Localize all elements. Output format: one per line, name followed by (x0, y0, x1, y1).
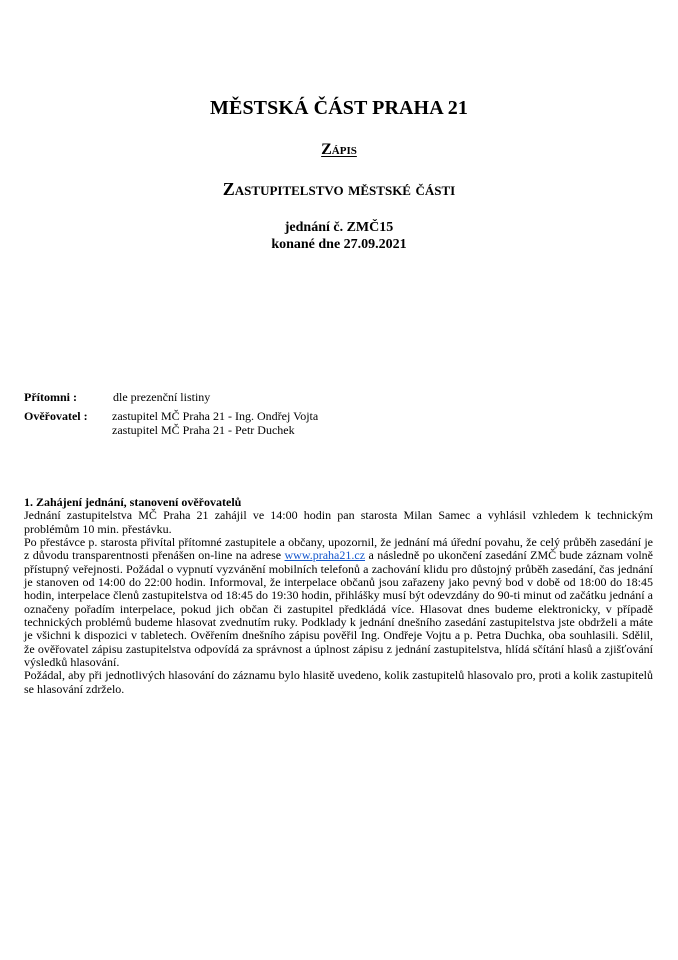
verifier-item: zastupitel MČ Praha 21 - Petr Duchek (112, 423, 295, 437)
paragraph-voting-request: Požádal, aby při jednotlivých hlasování do záznamu bylo hlasitě uvedeno, kolik zastupitelů hlasovalo pro, proti a kolik zastupitelů se hlasování zdrželo. (24, 668, 653, 696)
meeting-number: jednání č. ZMČ15 (284, 220, 394, 235)
section-opening (24, 496, 653, 696)
section-title: 1. Zahájení jednání, stanovení ověřovatelů (24, 495, 242, 509)
verifiers-label: Ověřovatel : (24, 409, 88, 423)
paragraph-rules-start: Po přestávce p. starosta přivítal přítomné zastupitele a občany, upozornil, že jednání má úřední povahu, že celý průběh zasedání je z důvodu transparentnosti přenášen on-line na adrese (24, 535, 653, 563)
meeting-date: konané dne 27.09.2021 (271, 237, 407, 252)
paragraph-opening: Jednání zastupitelstva MČ Praha 21 zahájil ve 14:00 hodin pan starosta Milan Samec a vyhlásil vzhledem k technickým problémům 10 min. přestávku. (24, 508, 653, 536)
verifier-item: zastupitel MČ Praha 21 - Ing. Ondřej Vojta (112, 409, 319, 423)
paragraph-rules (24, 536, 653, 669)
praha21-website-link[interactable]: www.praha21.cz (284, 548, 366, 563)
meeting-info (0, 219, 678, 253)
present-value: dle prezenční listiny (113, 390, 211, 404)
verifiers-list (112, 409, 318, 437)
verifiers-row (24, 409, 318, 437)
document-type-heading: Zápis (321, 141, 357, 158)
paragraph-rules-end: a následně po ukončení zasedání ZMČ bude záznam volně přístupný veřejnosti. Požádal o vypnutí vyzvánění mobilních telefonů a zachování klidu pro důstojný průběh zasedání, čas jednání je stanoven od 14:00 do 22:00 hodin. Informoval, že interpelace občanů jsou zařazeny jako pevný bod v době od 18:00 do 18:45 hodin, interpelace členů zastupitelstva od 18:45 do 19:30 hodin, přihlášky musí být odevzdány do 90-ti minut od začátku jednání a označeny pořadím interpelace, pokud jich občan či zastupitel předkládá více. Hlasovat dnes budeme elektronicky, v případě technických problémů budeme hlasovat zvednutím ruky. Podklady k jednání dnešního zasedání zastupitelstva jste obdrželi a máte je všichni k dispozici v tabletech. Ověřením dnešního zápisu pověřil Ing. Ondřeje Vojtu a p. Petra Duchka, oba souhlasili. Sdělil, že ověřovatel zápisu zastupitelstva odpovídá za správnost a úplnost zápisu z jednání zastupitelstva, hlídá sčítání hlasů a zjišťování výsledků hlasování. (24, 548, 654, 670)
attendance-block (24, 390, 318, 442)
board-name-heading: Zastupitelstvo městské části (222, 179, 456, 199)
present-row (24, 390, 318, 404)
municipality-title: MĚSTSKÁ ČÁST PRAHA 21 (210, 97, 468, 119)
present-label: Přítomni : (24, 390, 77, 404)
